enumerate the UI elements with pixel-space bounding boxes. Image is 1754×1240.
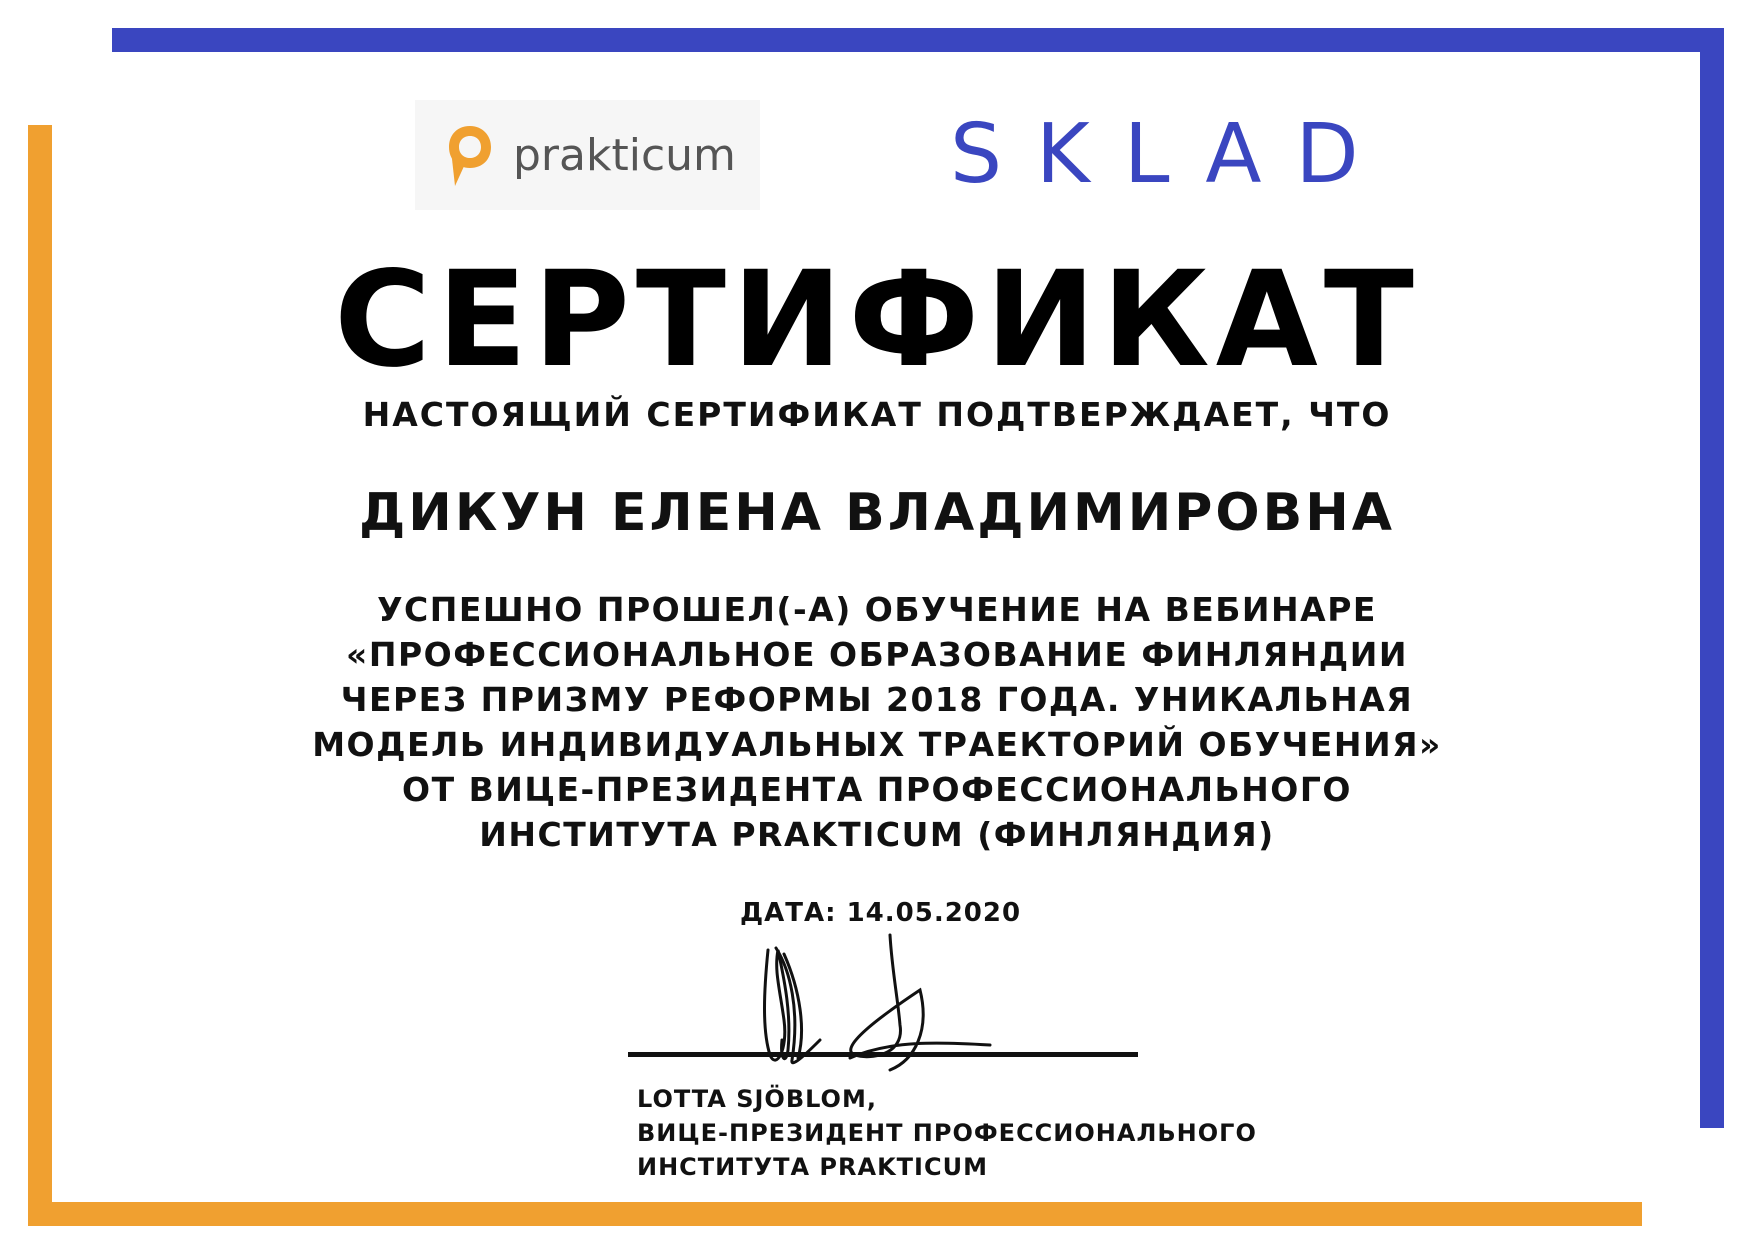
signer-position: ИНСТИТУТА PRAKTICUM: [637, 1153, 988, 1181]
recipient-name: ДИКУН ЕЛЕНА ВЛАДИМИРОВНА: [358, 483, 1396, 543]
signer-block: [637, 1082, 1257, 1184]
certificate-title: СЕРТИФИКАТ: [334, 243, 1420, 397]
body-line: МОДЕЛЬ ИНДИВИДУАЛЬНЫХ ТРАЕКТОРИЙ ОБУЧЕНИЯ»: [312, 725, 1442, 764]
body-line: ЧЕРЕЗ ПРИЗМУ РЕФОРМЫ 2018 ГОДА. УНИКАЛЬНАЯ: [340, 680, 1414, 719]
prakticum-logo: [415, 100, 760, 210]
prakticum-logo-text: prakticum: [513, 129, 736, 181]
certificate-date: ДАТА: 14.05.2020: [740, 898, 1022, 928]
body-line: УСПЕШНО ПРОШЕЛ(-А) ОБУЧЕНИЕ НА ВЕБИНАРЕ: [377, 590, 1377, 629]
body-line: ОТ ВИЦЕ-ПРЕЗИДЕНТА ПРОФЕССИОНАЛЬНОГО: [402, 770, 1352, 809]
prakticum-logo-icon: [445, 120, 495, 190]
signer-name: LOTTA SJÖBLOM,: [637, 1085, 877, 1113]
certificate-body: [0, 587, 1754, 857]
frame-border-blue-top: [112, 28, 1724, 52]
frame-border-blue-right: [1700, 28, 1724, 1128]
signature: [740, 930, 1030, 1080]
signature-line: [628, 1052, 1138, 1057]
frame-border-orange-bottom: [28, 1202, 1642, 1226]
signer-position: ВИЦЕ-ПРЕЗИДЕНТ ПРОФЕССИОНАЛЬНОГО: [637, 1119, 1257, 1147]
certificate-subtitle: НАСТОЯЩИЙ СЕРТИФИКАТ ПОДТВЕРЖДАЕТ, ЧТО: [362, 395, 1392, 434]
sklad-logo: SKLAD: [950, 107, 1393, 202]
body-line: «ПРОФЕССИОНАЛЬНОЕ ОБРАЗОВАНИЕ ФИНЛЯНДИИ: [346, 635, 1408, 674]
body-line: ИНСТИТУТА PRAKTICUM (ФИНЛЯНДИЯ): [479, 815, 1275, 854]
